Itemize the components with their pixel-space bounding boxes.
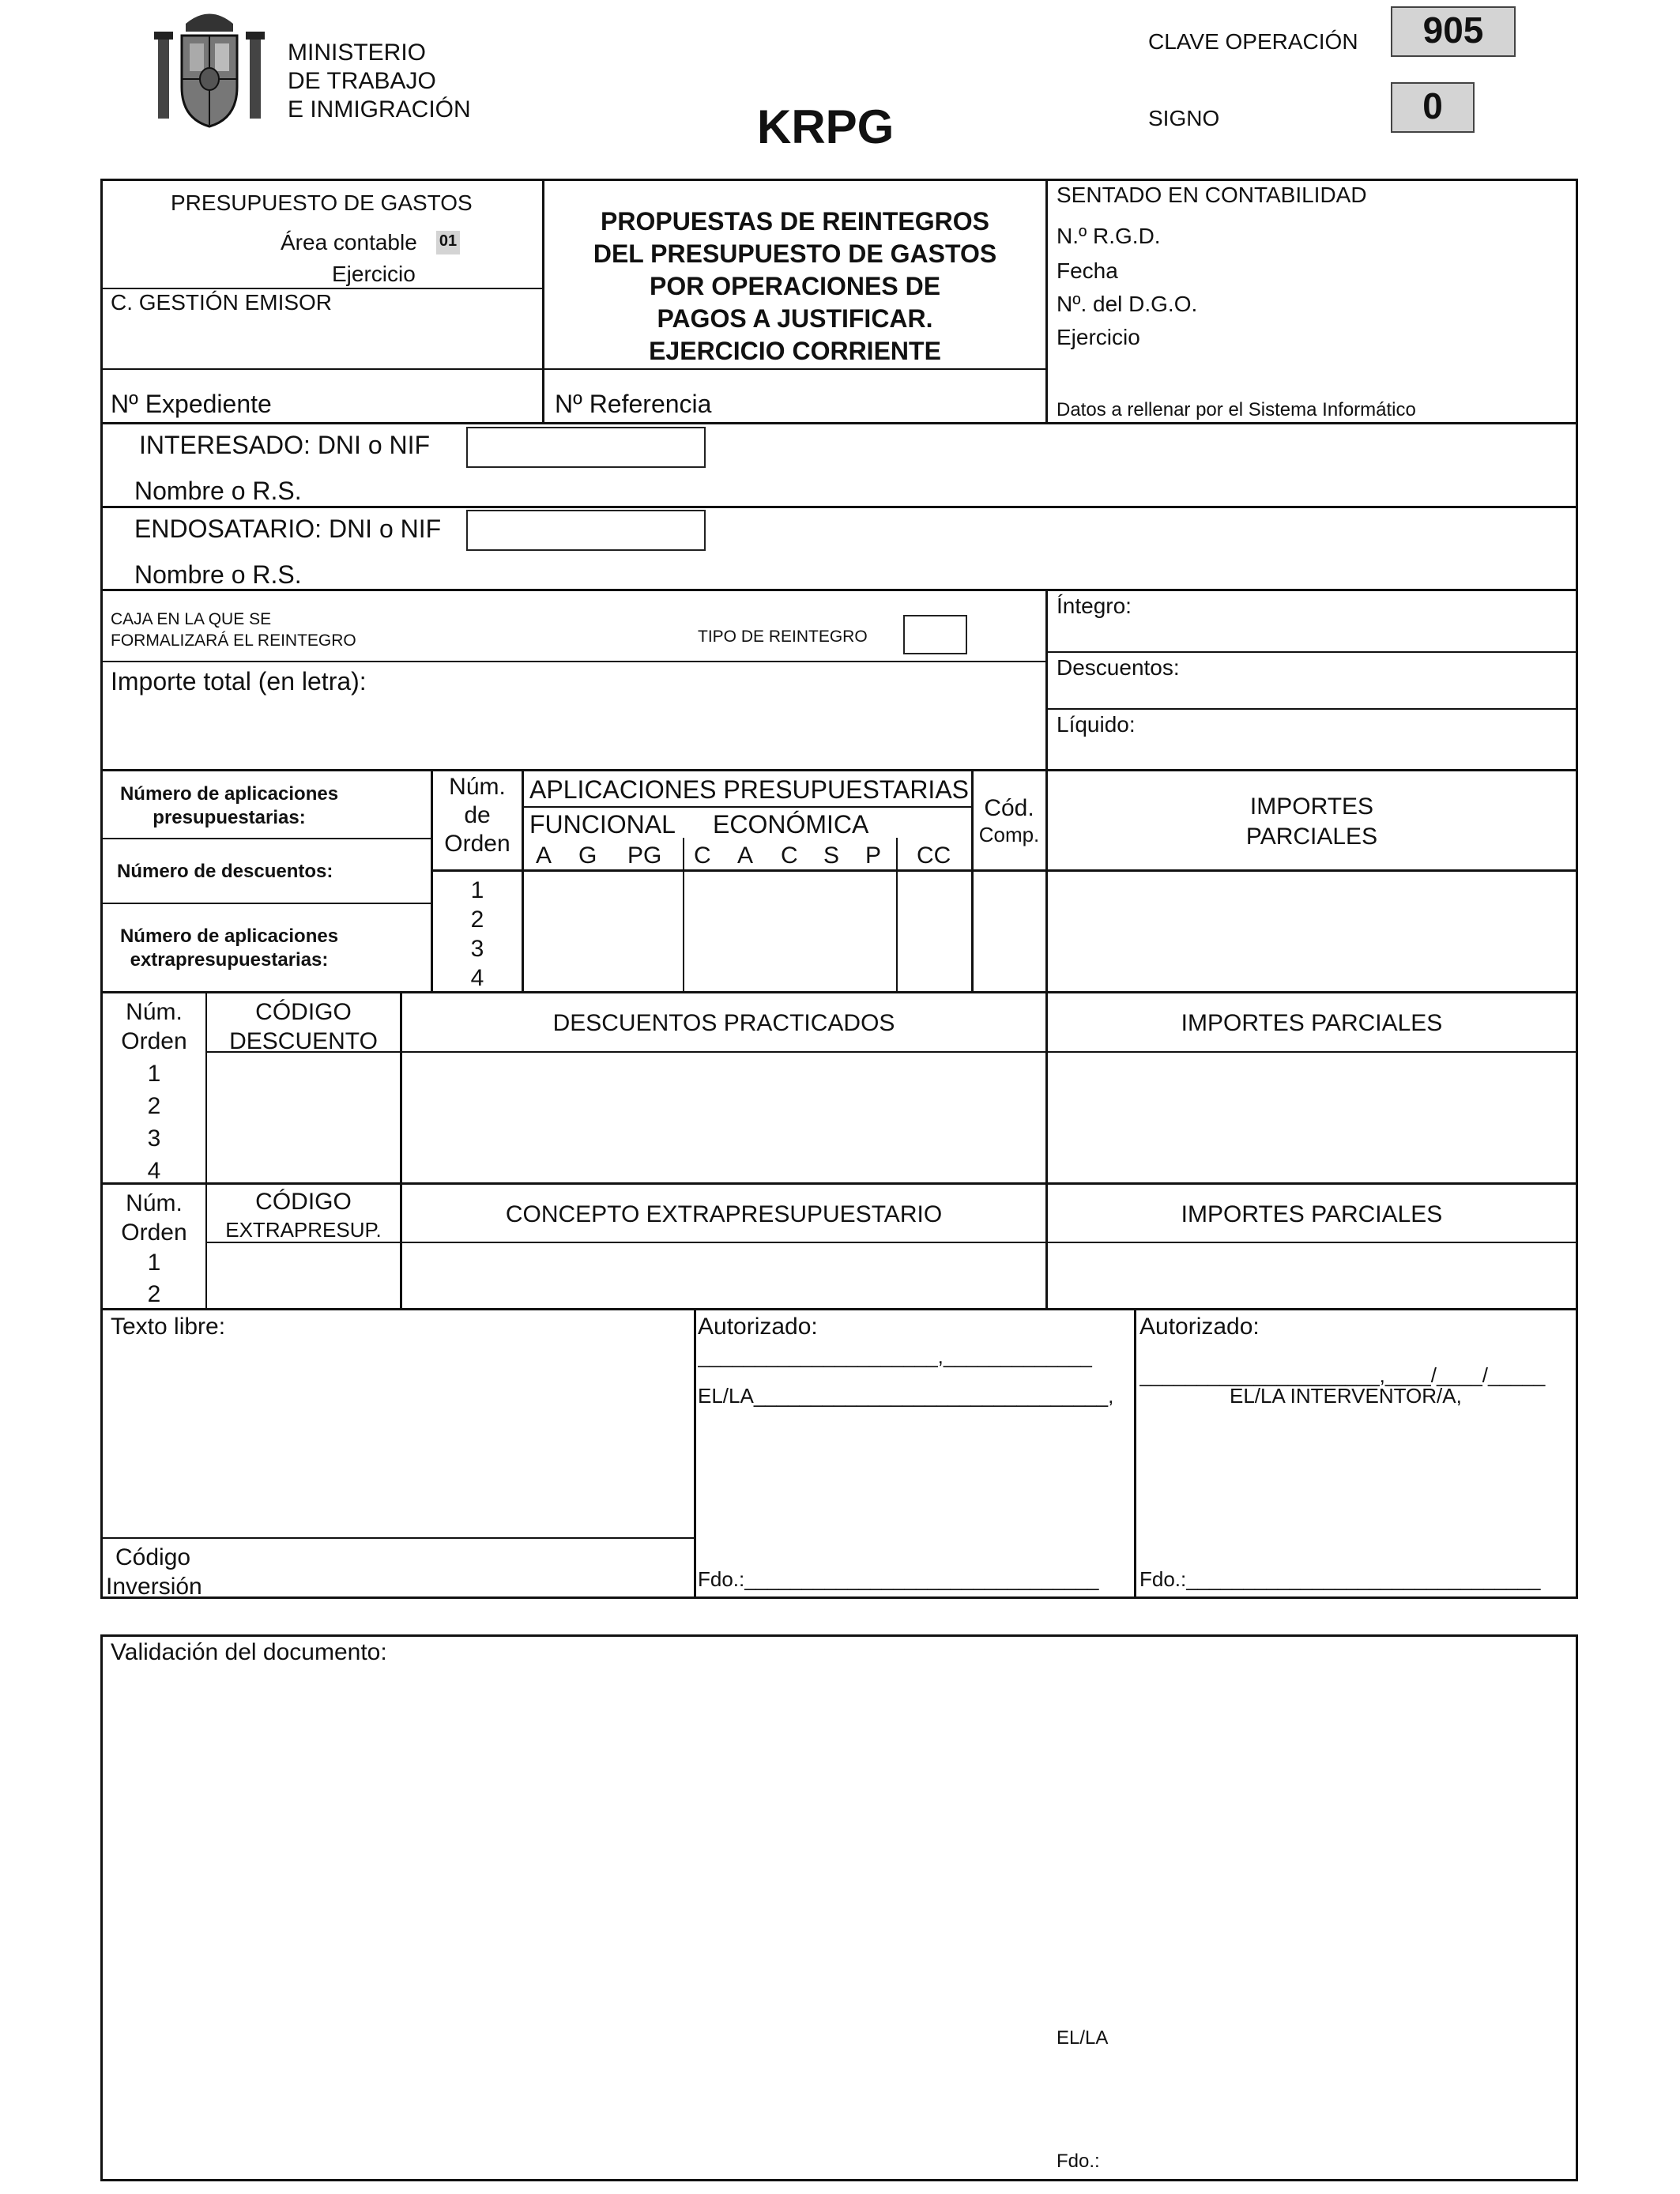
interventor-label: EL/LA INTERVENTOR/A, [1230,1384,1462,1408]
validation-fdo: Fdo.: [1057,2151,1100,2172]
autorizado-2-fdo: Fdo.:_______________________________ [1139,1568,1541,1591]
ejercicio-label: Ejercicio [332,262,416,286]
interesado-dni-input[interactable] [466,427,706,468]
tipo-reintegro-input[interactable] [903,615,967,654]
extra-num-orden-header: Núm. Orden [121,1190,187,1246]
importes-parciales-header: IMPORTES PARCIALES [1245,794,1378,850]
list-item: 4 [147,1158,161,1184]
cod-header: Cód. [984,795,1034,821]
clave-operacion-label: CLAVE OPERACIÓN [1148,29,1358,54]
descuentos-practicados-header: DESCUENTOS PRACTICADOS [552,1010,895,1036]
list-item: 2 [470,907,484,933]
list-item: 3 [147,1125,161,1152]
concepto-extra-header: CONCEPTO EXTRAPRESUPUESTARIO [505,1201,943,1227]
importe-letra-label: Importe total (en letra): [111,667,367,696]
area-contable-label: Área contable [281,230,417,254]
sistema-note: Datos a rellenar por el Sistema Informático [1057,399,1416,420]
list-item: 3 [470,936,484,962]
signo-value: 0 [1391,82,1475,133]
endosatario-nombre-label: Nombre o R.S. [134,560,302,589]
aplicaciones-title: APLICACIONES PRESUPUESTARIAS [529,775,969,804]
descuentos-label: Descuentos: [1057,655,1180,680]
col-a1: A [536,843,552,869]
expediente-label: Nº Expediente [111,390,272,418]
col-s: S [823,843,840,869]
area-contable-value: 01 [436,231,460,254]
clave-operacion-value: 905 [1391,6,1516,57]
form-code: KRPG [757,100,895,153]
col-g: G [578,843,597,869]
descuento-num-orden-header: Núm. Orden [121,999,187,1054]
caja-label: CAJA EN LA QUE SE FORMALIZARÁ EL REINTEGRO [111,610,356,650]
coat-of-arms-icon [150,8,269,134]
ministry-line-1: MINISTERIO [288,40,427,66]
col-pg: PG [627,843,662,869]
ejercicio2-label: Ejercicio [1057,325,1140,349]
liquido-label: Líquido: [1057,712,1136,737]
autorizado-1-el-la: EL/LA_______________________________, [698,1385,1114,1408]
col-cc: CC [917,843,951,869]
codigo-inversion-label: Código Inversión [106,1544,202,1600]
signo-label: SIGNO [1148,106,1220,130]
num-aplicaciones-label: Número de aplicaciones presupuestarias: [119,783,339,828]
comp-header: Comp. [978,823,1040,846]
nrgd-label: N.º R.G.D. [1057,224,1161,248]
tipo-reintegro-label: TIPO DE REINTEGRO [698,628,868,646]
extra-row-numbers [103,1247,205,1310]
num-orden-header: Núm. de Orden [444,774,510,857]
interesado-label: INTERESADO: DNI o NIF [139,431,431,459]
list-item: 4 [470,965,484,991]
col-c1: C [694,843,711,869]
form-title: PROPUESTAS DE REINTEGROS DEL PRESUPUESTO DE GASTOS POR OPERACIONES DE PAGOS A JUSTIFICAR. EJERCICIO CORRIENTE [593,207,997,365]
economica-label: ECONÓMICA [713,810,869,839]
presupuesto-de-gastos: PRESUPUESTO DE GASTOS [171,190,473,215]
texto-libre-label: Texto libre: [111,1314,226,1340]
application-row-numbers [433,876,522,993]
num-descuentos-label: Número de descuentos: [117,861,333,882]
interesado-nombre-label: Nombre o R.S. [134,477,302,505]
funcional-label: FUNCIONAL [529,810,676,839]
col-a2: A [737,843,754,869]
codigo-descuento-header: CÓDIGO DESCUENTO [229,999,378,1054]
extra-importes-header: IMPORTES PARCIALES [1181,1201,1443,1227]
list-item: 2 [147,1281,161,1307]
col-p: P [865,843,882,869]
gestion-emisor-label: C. GESTIÓN EMISOR [111,290,333,315]
sentado-contabilidad: SENTADO EN CONTABILIDAD [1057,183,1367,207]
list-item: 1 [470,877,484,903]
autorizado-1-date-line: _____________________,_____________ [698,1345,1092,1368]
descuentos-importes-header: IMPORTES PARCIALES [1181,1010,1443,1036]
endosatario-dni-input[interactable] [466,510,706,551]
referencia-label: Nº Referencia [555,390,712,418]
validation-el-la: EL/LA [1057,2027,1109,2049]
extrapresup-header: EXTRAPRESUP. [225,1218,382,1242]
list-item: 1 [147,1250,161,1276]
ndgo-label: Nº. del D.G.O. [1057,292,1198,316]
discount-row-numbers [103,1057,205,1187]
fecha-label: Fecha [1057,258,1118,283]
num-extra-label: Número de aplicaciones extrapresupuestarias: [119,925,339,971]
autorizado-1-label: Autorizado: [698,1314,818,1340]
endosatario-label: ENDOSATARIO: DNI o NIF [134,515,442,543]
codigo-extra-header: CÓDIGO [255,1189,352,1215]
validation-label: Validación del documento: [111,1639,387,1665]
col-c2: C [781,843,798,869]
autorizado-1-fdo: Fdo.:_______________________________ [698,1568,1099,1591]
integro-label: Íntegro: [1057,594,1132,618]
autorizado-2-label: Autorizado: [1139,1314,1260,1340]
validation-box [100,1634,1578,2181]
ministry-line-3: E INMIGRACIÓN [288,96,471,123]
ministry-line-2: DE TRABAJO [288,68,436,94]
list-item: 1 [147,1061,161,1087]
list-item: 2 [147,1093,161,1119]
autorizado-2-date-line: _____________________,____/____/_____ [1139,1364,1546,1387]
